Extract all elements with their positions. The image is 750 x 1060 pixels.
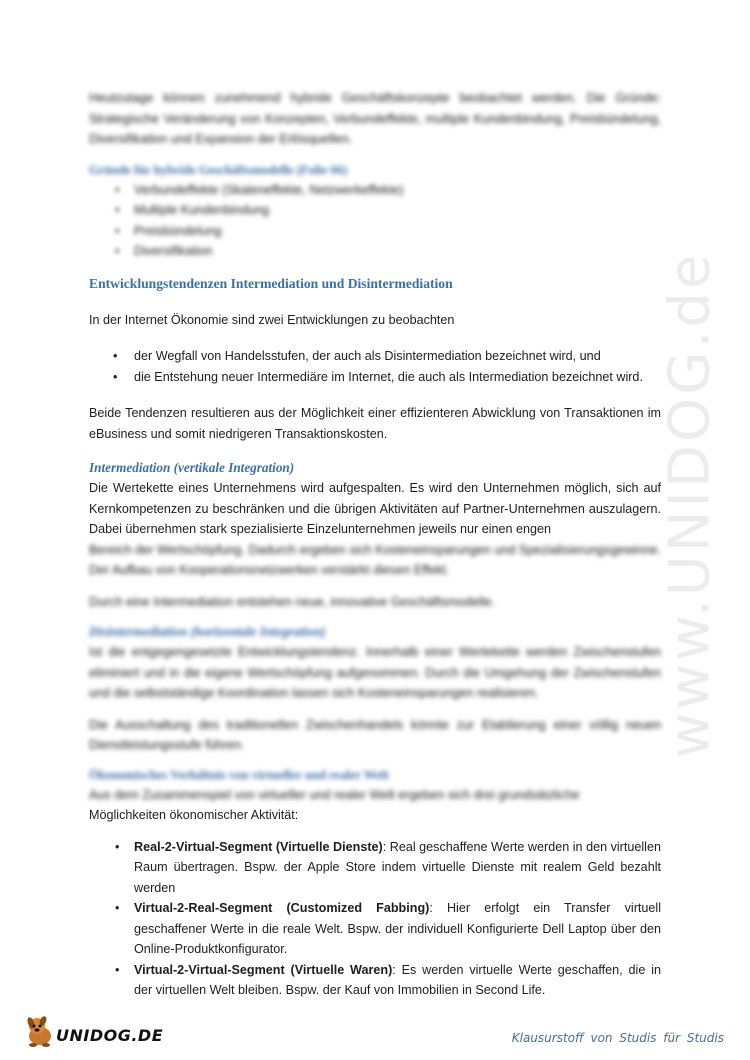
intermediation-text: Die Wertekette eines Unternehmens wird aufgespalten. Es wird den Unternehmen möglich, sich auf Kernkompetenzen zu beschränken und die übrigen Aktivitäten auf Partner-Unternehmen auszulagern. Dabei übernehmen stark spezialisierte Einzelunternehmen jeweils nur einen engen bbox=[89, 481, 661, 536]
bullet-icon: • bbox=[115, 901, 120, 915]
watermark bbox=[657, 251, 723, 759]
list-item: • Preisbündelung bbox=[89, 221, 661, 242]
trends-heading: Entwicklungstendenzen Intermediation und Disintermediation bbox=[89, 275, 453, 291]
list-item bbox=[89, 898, 661, 960]
segment-desc: : Hier erfolgt ein Transfer virtuell geschaffener Werte in die reale Welt. Bspw. der individuell Konfigurierte Dell Laptop über den Online-Produktkonfigurator. bbox=[134, 901, 661, 956]
economic-intro: Möglichkeiten ökonomischer Aktivität: bbox=[89, 808, 299, 822]
disintermediation-note: Die Ausschaltung des traditionellen Zwischenhandels könnte zur Etablierung einer völlig neuen Dienstleistungsstufe führen. bbox=[89, 717, 661, 752]
list-item: • Diversifikation bbox=[89, 241, 661, 262]
intermediation-note: Durch eine Intermediation entstehen neue, innovative Geschäftsmodelle. bbox=[89, 594, 496, 609]
hybrid-heading: Gründe für hybride Geschäftsmodelle (Folie 66) bbox=[89, 162, 348, 177]
disintermediation-heading: Disintermediation (horizontale Integration) bbox=[89, 624, 326, 639]
list-item: • die Entstehung neuer Intermediäre im Internet, die auch als Intermediation bezeichnet wird. bbox=[89, 367, 661, 388]
list-item: • der Wegfall von Handelsstufen, der auch als Disintermediation bezeichnet wird, und bbox=[89, 346, 661, 367]
bullet-icon: • bbox=[115, 839, 120, 854]
hybrid-list bbox=[89, 180, 661, 262]
logo-text: UNIDOG.DE bbox=[56, 1026, 164, 1045]
list-item bbox=[89, 960, 661, 1001]
disintermediation-text: Ist die entgegengesetzte Entwicklungstendenz. Innerhalb einer Wertekette werden Zwischenstufen eliminiert und in die eigene Wertschöpfung aufgenommen. Durch die Umgehung der Zwischenstufen und die selbstständige Koordination lassen sich Kosteneinsparungen realisieren. bbox=[89, 645, 661, 700]
segment-list bbox=[89, 837, 661, 1001]
segment-desc: : Es werden virtuelle Werte geschaffen, die in der virtuellen Welt bleiben. Bspw. der Kauf von Immobilien in Second Life. bbox=[134, 962, 661, 997]
footer-slogan: Klausurstoff von Studis für Studis bbox=[511, 1031, 724, 1045]
list-item: • Verbundeffekte (Skaleneffekte, Netzwerkeffekte) bbox=[89, 180, 661, 201]
unidog-logo[interactable] bbox=[24, 1014, 164, 1048]
list-item: • Multiple Kundenbindung bbox=[89, 200, 661, 221]
trends-list bbox=[89, 346, 661, 387]
list-item bbox=[89, 837, 661, 899]
bullet-icon: • bbox=[115, 223, 120, 238]
segment-term: Virtual-2-Virtual-Segment (Virtuelle Waren) bbox=[134, 962, 393, 977]
segment-term: Virtual-2-Real-Segment (Customized Fabbing) bbox=[134, 901, 430, 915]
bullet-icon: • bbox=[115, 182, 120, 197]
segment-term: Real-2-Virtual-Segment (Virtuelle Dienste) bbox=[134, 839, 383, 854]
intermediation-text-continued: Bereich der Wertschöpfung. Dadurch ergeben sich Kosteneinsparungen und Spezialisierungsgewinne. Der Aufbau von Kooperationsnetzwerken verstärkt diesen Effekt. bbox=[89, 542, 661, 577]
bullet-icon: • bbox=[113, 369, 118, 384]
page-content bbox=[89, 88, 661, 1001]
segment-desc: : Real geschaffene Werte werden in den virtuellen Raum übertragen. Bspw. der Apple Store indem virtuelle Dienste mit realem Geld bezahlt werden bbox=[134, 839, 661, 895]
intro-paragraph: Heutzutage können zunehmend hybride Geschäftskonzepte beobachtet werden. Die Gründe: Strategische Veränderung von Konzepten, Verbundeffekte, multiple Kundenbindung, Preisbündelung, Diversifikation und Expansion der Erlösquellen. bbox=[89, 91, 661, 146]
trends-intro: In der Internet Ökonomie sind zwei Entwicklungen zu beobachten bbox=[89, 312, 455, 327]
watermark-text: www.UNIDOG.de bbox=[657, 251, 723, 759]
economic-intro-line: Aus dem Zusammenspiel von virtueller und realer Welt ergeben sich drei grundsätzliche bbox=[89, 787, 580, 802]
economic-heading: Ökonomisches Verhältnis von virtueller und realer Welt bbox=[89, 767, 389, 782]
bullet-icon: • bbox=[113, 349, 118, 363]
intermediation-heading: Intermediation (vertikale Integration) bbox=[89, 460, 295, 475]
bullet-icon: • bbox=[115, 962, 120, 977]
bullet-icon: • bbox=[115, 203, 120, 217]
bullet-icon: • bbox=[115, 244, 120, 258]
trends-summary: Beide Tendenzen resultieren aus der Möglichkeit einer effizienteren Abwicklung von Transaktionen im eBusiness und somit niedrigeren Transaktionskosten. bbox=[89, 406, 661, 441]
